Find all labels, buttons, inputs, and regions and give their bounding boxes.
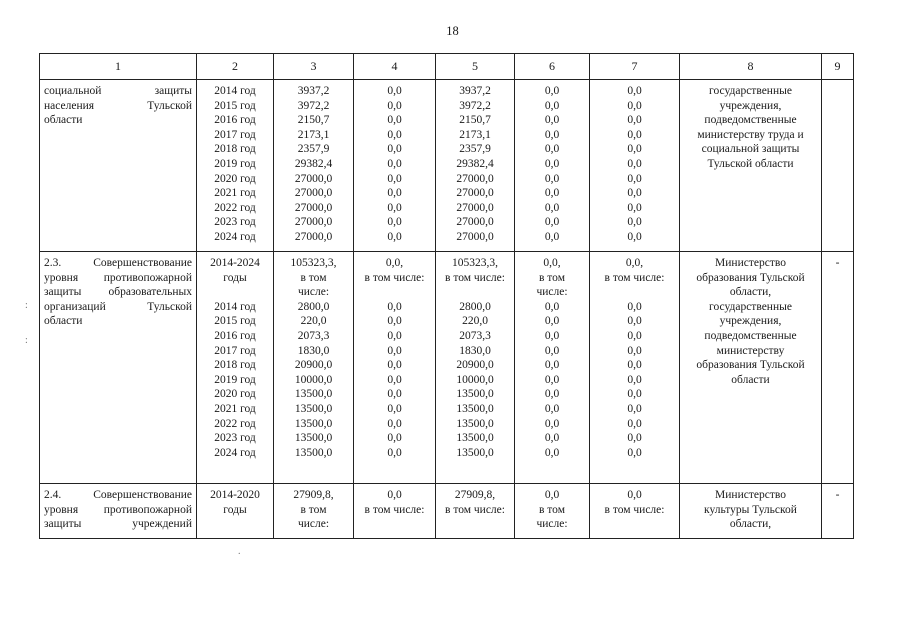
column-number: 4 <box>354 54 436 80</box>
value-cell-c7 <box>590 484 680 539</box>
year-label: 2016 год <box>214 329 256 342</box>
executor-line: министерству <box>716 344 785 357</box>
description-line <box>44 84 192 99</box>
program-table <box>39 53 854 539</box>
value: 2800,0 <box>297 300 330 313</box>
column-number: 1 <box>40 54 197 80</box>
description-word: уровня <box>44 271 79 284</box>
value: 0,0 <box>544 417 560 430</box>
value: 0,0 <box>627 359 642 372</box>
value: 0,0 <box>627 315 642 328</box>
total-text: в том числе: <box>445 271 505 284</box>
value: 0,0 <box>387 143 402 156</box>
value: 0,0 <box>544 157 560 170</box>
value: 13500,0 <box>294 446 333 459</box>
value: 2150,7 <box>459 114 491 127</box>
value: 0,0 <box>387 329 402 342</box>
value: 13500,0 <box>456 446 494 459</box>
year-label: 2015 год <box>214 315 256 328</box>
total-text: числе: <box>297 286 330 299</box>
value: 13500,0 <box>294 402 333 415</box>
value: 0,0 <box>544 128 560 141</box>
value: 27000,0 <box>294 216 333 229</box>
value: 0,0 <box>387 114 402 127</box>
value: 0,0 <box>544 85 560 97</box>
description-word: Совершенствование <box>93 257 192 269</box>
value-cell-c5 <box>436 80 515 252</box>
value: 0,0 <box>544 300 560 313</box>
column-number: 5 <box>436 54 515 80</box>
scan-mark: . <box>238 546 241 557</box>
value: 0,0 <box>627 172 642 185</box>
description-word: противопожарной <box>103 271 192 284</box>
year-label: 2024 год <box>214 230 256 243</box>
year-label: 2022 год <box>214 201 256 214</box>
value: 2073,3 <box>297 329 330 342</box>
value: 0,0 <box>627 446 642 459</box>
value: 0,0 <box>627 230 642 243</box>
value: 0,0 <box>627 344 642 357</box>
value: 10000,0 <box>456 373 494 386</box>
value: 0,0 <box>544 402 560 415</box>
total-text: 0,0, <box>385 257 404 269</box>
period-text: годы <box>223 271 247 284</box>
value: 0,0 <box>387 187 402 200</box>
value: 1830,0 <box>297 344 330 357</box>
value: 27000,0 <box>456 172 494 185</box>
total-text: в том числе: <box>364 503 425 516</box>
value-cell-c6 <box>515 484 590 539</box>
year-label: 2021 год <box>214 187 256 200</box>
value: 0,0 <box>387 388 402 401</box>
value: 0,0 <box>544 187 560 200</box>
year-label: 2019 год <box>214 157 256 170</box>
executor-line: образования Тульской <box>696 271 805 284</box>
value-cell-c4 <box>354 252 436 484</box>
value-cell-c3 <box>274 484 354 539</box>
year-label: 2019 год <box>214 373 256 386</box>
year-label: 2017 год <box>214 128 256 141</box>
total-text: 105323,3, <box>452 257 498 269</box>
total-text: 0,0 <box>387 489 402 501</box>
year-label: 2015 год <box>214 99 256 112</box>
description-word: учреждений <box>132 518 192 531</box>
year-label: 2016 год <box>214 114 256 127</box>
value: 0,0 <box>544 446 560 459</box>
value: 0,0 <box>627 143 642 156</box>
value: 0,0 <box>387 315 402 328</box>
total-text: в том числе: <box>604 503 665 516</box>
executor-line: Министерство <box>715 489 786 501</box>
value: 0,0 <box>544 315 560 328</box>
value: 0,0 <box>387 201 402 214</box>
value-cell-c3 <box>274 252 354 484</box>
value: 0,0 <box>627 201 642 214</box>
value: 13500,0 <box>294 417 333 430</box>
total-text: в том числе: <box>604 271 665 284</box>
value: 2173,1 <box>459 128 491 141</box>
column-9-cell <box>822 80 854 252</box>
value: 3937,2 <box>459 85 491 97</box>
column-number: 7 <box>590 54 680 80</box>
executor-line: подведомственные <box>704 114 797 127</box>
spacer <box>354 285 435 300</box>
value: 0,0 <box>387 99 402 112</box>
period-text: годы <box>223 503 247 516</box>
year-label: 2014 год <box>214 85 256 97</box>
value: 0,0 <box>627 85 642 97</box>
total-text: в том <box>539 271 565 284</box>
value: 0,0 <box>544 216 560 229</box>
description-word: области <box>44 114 83 127</box>
value: 27000,0 <box>294 172 333 185</box>
value-cell-c4 <box>354 80 436 252</box>
value: 1830,0 <box>459 344 491 357</box>
executor-line: государственные <box>709 300 792 313</box>
value: 0,0 <box>544 201 560 214</box>
value: 0,0 <box>544 230 560 243</box>
description-word: уровня <box>44 503 79 516</box>
value: 0,0 <box>627 432 642 445</box>
description-line <box>44 285 192 300</box>
value: 0,0 <box>387 417 402 430</box>
executor-line: государственные <box>709 85 792 97</box>
value: 0,0 <box>544 329 560 342</box>
total-text: числе: <box>536 286 568 299</box>
description-word: социальной <box>44 85 102 97</box>
measure-description <box>40 484 197 539</box>
executor-line: области, <box>729 518 772 531</box>
value: 20900,0 <box>456 359 494 372</box>
total-text: 27909,8, <box>454 489 496 501</box>
value: 3972,2 <box>459 99 491 112</box>
year-label: 2023 год <box>214 432 256 445</box>
description-word: защиты <box>154 85 192 97</box>
value: 27000,0 <box>456 216 494 229</box>
value: 13500,0 <box>456 432 494 445</box>
spacer <box>197 285 273 300</box>
year-label: 2023 год <box>214 216 256 229</box>
value: 0,0 <box>387 300 402 313</box>
column-number: 3 <box>274 54 354 80</box>
spacer <box>436 517 514 532</box>
total-text: в том числе: <box>364 271 425 284</box>
year-label: 2020 год <box>214 172 256 185</box>
description-word: Тульской <box>147 99 192 112</box>
description-word: защиты <box>44 518 82 531</box>
value: 27000,0 <box>456 187 494 200</box>
value: 0,0 <box>627 187 642 200</box>
value: 0,0 <box>387 432 402 445</box>
page-number: 18 <box>446 24 459 38</box>
description-line <box>44 271 192 286</box>
value: 2357,9 <box>459 143 491 156</box>
value: 0,0 <box>544 373 560 386</box>
year-label: 2022 год <box>214 417 256 430</box>
description-word: области <box>44 315 83 328</box>
total-text: 105323,3, <box>290 257 337 269</box>
executor-line: Министерство <box>715 257 786 269</box>
value: 3937,2 <box>297 85 330 97</box>
description-word: Совершенствование <box>93 489 192 501</box>
executor-line: образования Тульской <box>696 359 805 372</box>
spacer <box>590 285 679 300</box>
description-word: противопожарной <box>103 503 192 516</box>
value: 0,0 <box>387 373 402 386</box>
period-cell <box>197 252 274 484</box>
value: 13500,0 <box>456 417 494 430</box>
value: 2800,0 <box>459 300 491 313</box>
value: 2357,9 <box>297 143 330 156</box>
measure-description <box>40 252 197 484</box>
executor-line: области <box>731 373 770 386</box>
value-cell-c3 <box>274 80 354 252</box>
scan-mark: : <box>25 300 28 311</box>
total-text: 0,0, <box>543 257 561 269</box>
total-text: 27909,8, <box>293 489 334 501</box>
year-label: 2020 год <box>214 388 256 401</box>
period-text: 2014-2024 <box>210 257 260 269</box>
executor-line: министерству труда и <box>697 128 804 141</box>
value: 13500,0 <box>294 388 333 401</box>
value: 2073,3 <box>459 329 491 342</box>
table-row <box>40 80 854 252</box>
value: 0,0 <box>544 432 560 445</box>
value: 0,0 <box>387 402 402 415</box>
value: 220,0 <box>300 315 327 328</box>
column-number: 8 <box>680 54 822 80</box>
year-label: 2017 год <box>214 344 256 357</box>
value: 0,0 <box>544 359 560 372</box>
value: 220,0 <box>462 315 488 328</box>
value: 29382,4 <box>294 157 333 170</box>
value: 0,0 <box>627 329 642 342</box>
value-cell-c6 <box>515 252 590 484</box>
value: 20900,0 <box>294 359 333 372</box>
value: 10000,0 <box>294 373 333 386</box>
value: 0,0 <box>387 359 402 372</box>
total-text: числе: <box>536 518 568 531</box>
value: 27000,0 <box>456 201 494 214</box>
total-text: в том <box>300 503 327 516</box>
scan-mark: : <box>25 335 28 346</box>
executor-line: учреждения, <box>719 99 782 112</box>
value: 0,0 <box>387 446 402 459</box>
total-text: в том <box>539 503 565 516</box>
value-cell-c4 <box>354 484 436 539</box>
year-label: 2018 год <box>214 359 256 372</box>
value: 2150,7 <box>297 114 330 127</box>
column-number: 6 <box>515 54 590 80</box>
executor-cell <box>680 252 822 484</box>
description-line <box>44 113 192 128</box>
period-cell <box>197 484 274 539</box>
year-label: 2024 год <box>214 446 256 459</box>
description-line <box>44 99 192 114</box>
year-label: 2014 год <box>214 300 256 313</box>
executor-line: подведомственные <box>704 329 797 342</box>
total-text: в том числе: <box>445 503 505 516</box>
value-cell-c7 <box>590 252 680 484</box>
value: 0,0 <box>627 114 642 127</box>
spacer <box>590 517 679 532</box>
table-row <box>40 252 854 484</box>
value: 0,0 <box>627 373 642 386</box>
value: 3972,2 <box>297 99 330 112</box>
description-line <box>44 314 192 329</box>
value-cell-c5 <box>436 252 515 484</box>
measure-description <box>40 80 197 252</box>
total-text: 0,0, <box>625 257 644 269</box>
year-label: 2018 год <box>214 143 256 156</box>
executor-line: культуры Тульской <box>704 503 797 516</box>
value: 0,0 <box>627 216 642 229</box>
value: 0,0 <box>387 128 402 141</box>
description-line <box>44 517 192 532</box>
value: 0,0 <box>627 300 642 313</box>
description-word: защиты <box>44 286 82 299</box>
table-row <box>40 484 854 539</box>
value: 27000,0 <box>294 230 333 243</box>
value-cell-c7 <box>590 80 680 252</box>
total-text: числе: <box>297 518 330 531</box>
column-9-cell: - <box>822 484 854 539</box>
column-number: 2 <box>197 54 274 80</box>
column-9-cell: - <box>822 252 854 484</box>
value: 13500,0 <box>456 388 494 401</box>
year-label: 2021 год <box>214 402 256 415</box>
value: 0,0 <box>627 388 642 401</box>
total-text: 0,0 <box>627 489 642 501</box>
description-line <box>44 256 192 271</box>
description-word: населения <box>44 99 95 112</box>
value: 0,0 <box>387 216 402 229</box>
description-word: 2.4. <box>44 489 62 501</box>
column-number: 9 <box>822 54 854 80</box>
description-word: 2.3. <box>44 257 62 269</box>
total-text: 0,0 <box>544 489 560 501</box>
value: 0,0 <box>627 99 642 112</box>
executor-line: социальной защиты <box>701 143 800 156</box>
value-cell-c5 <box>436 484 515 539</box>
value: 0,0 <box>544 99 560 112</box>
spacer <box>436 285 514 300</box>
total-text: в том <box>300 271 327 284</box>
description-line <box>44 503 192 518</box>
value: 27000,0 <box>294 201 333 214</box>
value: 0,0 <box>387 230 402 243</box>
executor-cell <box>680 80 822 252</box>
description-line <box>44 300 192 315</box>
executor-line: учреждения, <box>719 315 782 328</box>
value: 27000,0 <box>456 230 494 243</box>
description-line <box>44 488 192 503</box>
value: 0,0 <box>544 388 560 401</box>
value: 0,0 <box>387 172 402 185</box>
value: 0,0 <box>387 157 402 170</box>
value: 0,0 <box>387 85 402 97</box>
value: 0,0 <box>544 172 560 185</box>
description-word: организаций <box>44 300 106 313</box>
period-cell <box>197 80 274 252</box>
executor-line: Тульской области <box>707 157 794 170</box>
column-numbers-row <box>40 54 854 80</box>
spacer <box>354 517 435 532</box>
value: 29382,4 <box>456 157 494 170</box>
value: 0,0 <box>627 157 642 170</box>
value: 0,0 <box>544 344 560 357</box>
value: 0,0 <box>387 344 402 357</box>
period-text: 2014-2020 <box>210 489 260 501</box>
value: 0,0 <box>627 128 642 141</box>
value-cell-c6 <box>515 80 590 252</box>
value: 13500,0 <box>294 432 333 445</box>
description-word: Тульской <box>147 300 192 313</box>
executor-line: области, <box>729 286 772 299</box>
value: 0,0 <box>544 143 560 156</box>
executor-cell <box>680 484 822 539</box>
value: 0,0 <box>627 402 642 415</box>
value: 27000,0 <box>294 187 333 200</box>
value: 13500,0 <box>456 402 494 415</box>
value: 2173,1 <box>297 128 330 141</box>
value: 0,0 <box>627 417 642 430</box>
description-word: образовательных <box>108 286 192 299</box>
value: 0,0 <box>544 114 560 127</box>
